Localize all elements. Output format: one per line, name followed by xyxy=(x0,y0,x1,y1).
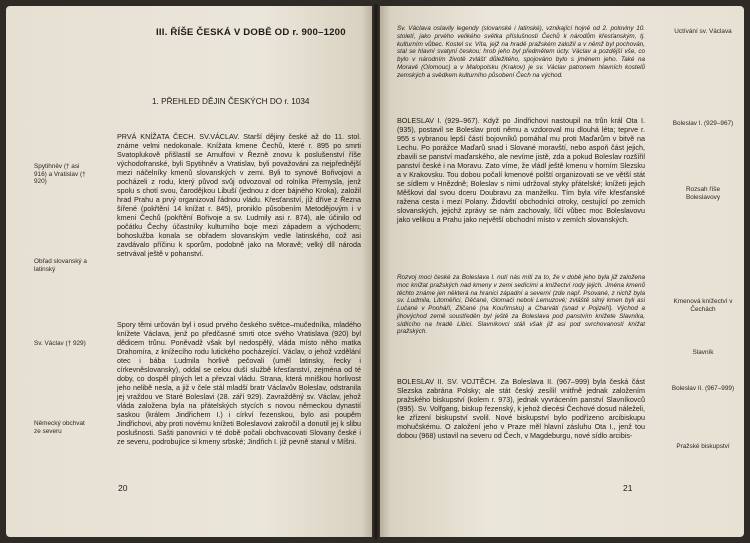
margin-note-rozsah-rise: Rozsah říše Boleslavovy xyxy=(685,186,721,201)
page-number-right: 21 xyxy=(623,483,633,493)
left-page xyxy=(6,6,372,537)
page-number-left: 20 xyxy=(118,483,128,493)
italic-paragraph-1: Sv. Václava oslavily legendy (slovanské i latinské), vznikající hojně od 2. poloviny 10. století, jako prvého velikého světka příslušnosti Čechů k národům křesťanským, tj. kulturním vůbec. Kostel sv. Víta, jejž na hradě pražském založil a v němž byl pochován, stal se hlavní svatyní českou; hrob jeho byl předmětem úcty. Václav a pozdější vše, co bylo v národním životě zvlášť důležitého, spojováno bylo s jménem jeho. Také na Moravě (Olomouc) a v Malopolsku (Krakov) je sv. Václav patronem hlavních kostelů zemských a svědkem kulturního působení Čech na východ. xyxy=(397,25,645,79)
margin-note-nemecky-obchvat: Německý obchvat ze severu xyxy=(34,420,85,435)
margin-note-slavnik: Slavník xyxy=(692,349,714,356)
book-gutter xyxy=(372,4,380,539)
margin-note-boleslav-1: Boleslav I. (929–967) xyxy=(672,120,734,127)
margin-note-boleslav-2: Boleslav II. (967–999) xyxy=(671,385,735,392)
margin-note-sv-vaclav: Sv. Václav († 929) xyxy=(34,340,86,347)
margin-note-kmenova-knizectvi: Kmenová knížectví v Čechách xyxy=(673,298,733,313)
margin-note-obrad: Obřad slovanský a latinský xyxy=(34,258,87,273)
body-paragraph-1: PRVÁ KNÍŽATA ČECH. SV.VÁCLAV. Starší dějiny české až do 11. stol. známe velmi nedokonale. Knížata kmene Čechů, které r. 895 po smrti Svatoplukově přišlastil se Arnulfovi v Řezně znovu k poslušenství říše východofranské, byli Spytihněv a Vratislav, byli považováni za nejpřednější mezi náčelníky kmenů slovanských v zemi. Byli to synové Bořivojovi a pocházeli z rodu, který původ svůj odvozoval od rolníka Přemysla, jenž spolu s chotí svou, čarodějkou Libuší (jednou z dcer bájného Kroka), založil hrad Prahu a prvý organizoval řádnou vládu. Křesťanství, jíž dříve z Řezna šířené (pokřtění 14 knížat r. 845), proniklo působením Metodějovým i v kmeni Čechů (pokřtění Bořivoje a sv. Ludmily asi r. 874), ale účinilo od počátku Čechy účastníky kulturního boje mezi západem a východem; bohoslužba konala se obřadem slovanským vedle latinského, což asi zavdávalo příčinu k sporům, podobně jako na Moravě; velký díl národa setrvával ještě v pohanství. xyxy=(117,132,361,259)
margin-note-prazske-biskupstvi: Pražské biskupství xyxy=(676,443,730,450)
body-paragraph-3: BOLESLAV I. (929–967). Když po Jindřichovi nastoupil na trůn král Ota I. (935), postavil se Boleslav proti němu a vzdoroval mu dlouhá léta; teprve r. 955 s vybranou lepší částí bojovníků pomáhal mu proti Maďarům v bitvě na Lechu. Po porážce Maďarů snad i Slované moravští, nebo aspoň část jejich, zbavili se panství maďarského, ale nevíme jistě, zda a pokud Boleslav rozšířil panství české i na Moravu. Zato víme, že vládl ještě kmenu v horním Slezsku a v Krakovsku. Tou dobou počalí kmenové polští organizovati se ve větší stát se sídlem v Hnězdně; Boleslav s nimi udržoval styky přátelské; knížeti jejich Měškovi dal svou dceru Doubravu za manželku. Tím byla víře křesťanské ražena cesta i mezi Polany. Židovští obchodníci otroky, cestující po zemích slovanských, jejichž zprávy se nám zachovaly, líčí vůbec moc Boleslavovu jako velikou a Prahu jako největší obchodní místo v zemích slovanských. xyxy=(397,116,645,225)
chapter-title: III. ŘÍŠE ČESKÁ V DOBĚ OD r. 900–1200 xyxy=(156,27,346,38)
section-title: 1. PŘEHLED DĚJIN ČESKÝCH DO r. 1034 xyxy=(152,97,310,106)
right-page xyxy=(380,6,744,537)
margin-note-uctivani: Uctívání sv. Václava xyxy=(674,28,732,35)
margin-note-spytihnev: Spytihněv († asi 916) a Vratislav († 920) xyxy=(34,163,86,186)
body-paragraph-4: BOLESLAV II. SV. VOJTĚCH. Za Boleslava II. (967–999) byla česká část Slezska zabrána Polsky; ale stát český zesílil vnitřně jednak založením pražského biskupství (kolem r. 973), jednak vyvrácením panství Slavníkovců (995). Sv. Volfgang, biskup řezenský, k jehož diecési Čechové dosud náleželi, ke zřízení biskupství svolil. Nové biskupství bylo podřízeno arcibiskupu mohučskému. O založení jeho v Praze měl hlavní zásluhu Ota I., jenž tou dobou (968) ustavil na severu od Čech, v Magdeburgu, nové sídlo arcibis- xyxy=(397,377,645,441)
body-paragraph-2: Spory těmi určován byl i osud prvého českého světce–mučedníka, mladého knížete Václava, jenž po předčasné smrti otce svého Vratislava (920) byl dědicem trůnu. Poněvadž však byl nedospělý, vláda místo něho matka Drahomíra, z knížecího rodu lutického pocházející. Václav, o jehož vzdělání otec i bába Ludmila horlivě pečovali (uměl latinsky, řecky i církevněslovansky), oddal se celou duší službě křesťanství, zejména od té doby, co dospěl plných let a převzal vládu. Strana, která mniškou horlivost jeho nelibě nesla, a již v čele stál mladší bratr Václavův Boleslav, odstranila jej vraždou ve Staré Boleslavi (28. září 929). Zavražděný sv. Václav, jehož vláda založena byla na přátelských stycích s novou německou dynastií saskou (králem Jindřichem I.) i církví řezenskou, bylo asi poupěm Jindřichovi, aby proti novému knížeti Boleslavovi zakročil a donutil jej k slibu poslušnosti. Sašti panovnici v té době počali obchvacovati Slovany české i ze severu, podrobujíce si kmeny srbské; Jindřich I. již pevně stanul v Míšni. xyxy=(117,320,361,447)
italic-paragraph-2: Rozvoj moci české za Boleslava I. nutí nás míti za to, že v době jeho byla již založena moc knížat pražských nad kmeny v zemi sedícími a knížectví rody jejich. Jména kmenů těchto známe jen některá na hranici západní a severní (zde např. Psované, z nichž byla sv. Ludmila, Litoměřici, Děčané, Glomači neboli Lemuzové; zvláště silný kmen byli asi Lučané v Pooháří, Zličané (na Kouřimsku) a Charváti (snad v Pojizeří). Východ a jihovýchod země soustředěn byl ještě za Boleslava pod panstvím knížete Slavníka, sídlícího na hradě Libici. Slavníkovci stáli však již asi pod svrchovaností knížat pražských. xyxy=(397,274,645,336)
